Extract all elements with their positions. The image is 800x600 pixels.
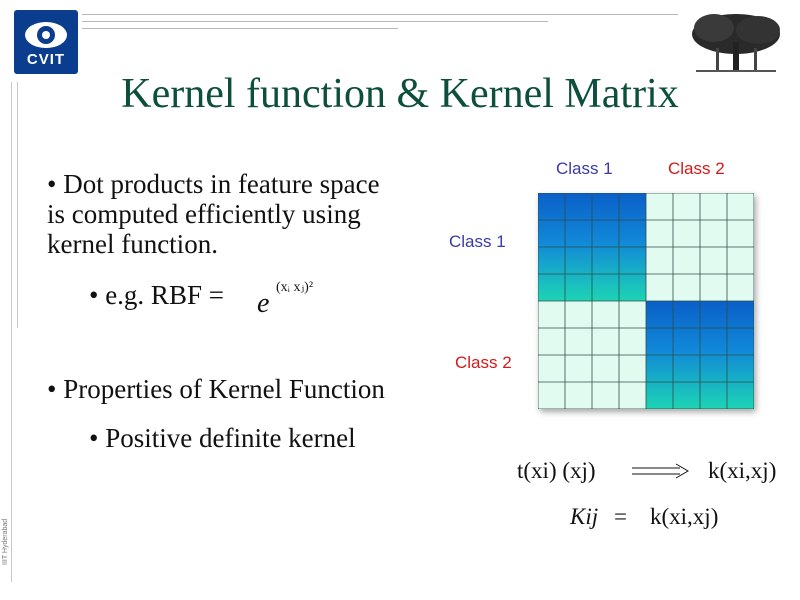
bullet-text: kernel function. <box>47 229 218 259</box>
header-line <box>82 14 678 15</box>
kernel-matrix-entry: Kij <box>570 504 599 529</box>
eye-icon <box>22 18 70 52</box>
kernel-formula: k(xi,xj) <box>708 458 777 483</box>
header-line <box>82 21 548 22</box>
slide-title: Kernel function & Kernel Matrix <box>121 71 679 117</box>
row-label: Class 2 <box>455 353 512 372</box>
column-label: Class 2 <box>668 159 725 178</box>
column-label: Class 1 <box>556 159 613 178</box>
kernel-matrix <box>538 193 754 409</box>
bullet-text: • Positive definite kernel <box>89 423 356 453</box>
arrow-icon <box>632 463 690 479</box>
bullet-text: is computed efficiently using <box>47 199 361 229</box>
bullet-text: • Properties of Kernel Function <box>47 374 385 404</box>
side-line <box>17 82 18 328</box>
bullet-text: • Dot products in feature space <box>47 169 380 199</box>
bullet-text: • e.g. RBF = <box>89 280 224 310</box>
institute-label: IIIT Hyderabad <box>2 518 9 565</box>
cvit-logo <box>14 10 78 74</box>
row-label: Class 1 <box>449 232 506 251</box>
rbf-exponent: (xᵢ xⱼ)² <box>276 280 314 295</box>
header-line <box>82 28 398 29</box>
side-line <box>11 82 12 582</box>
equals-sign: = <box>614 504 627 529</box>
kernel-formula: k(xi,xj) <box>650 504 719 529</box>
logo-text: CVIT <box>26 51 66 68</box>
tree-logo <box>686 8 786 74</box>
rbf-base: e <box>257 288 270 319</box>
feature-map-formula: t(xi) (xj) <box>517 458 596 483</box>
